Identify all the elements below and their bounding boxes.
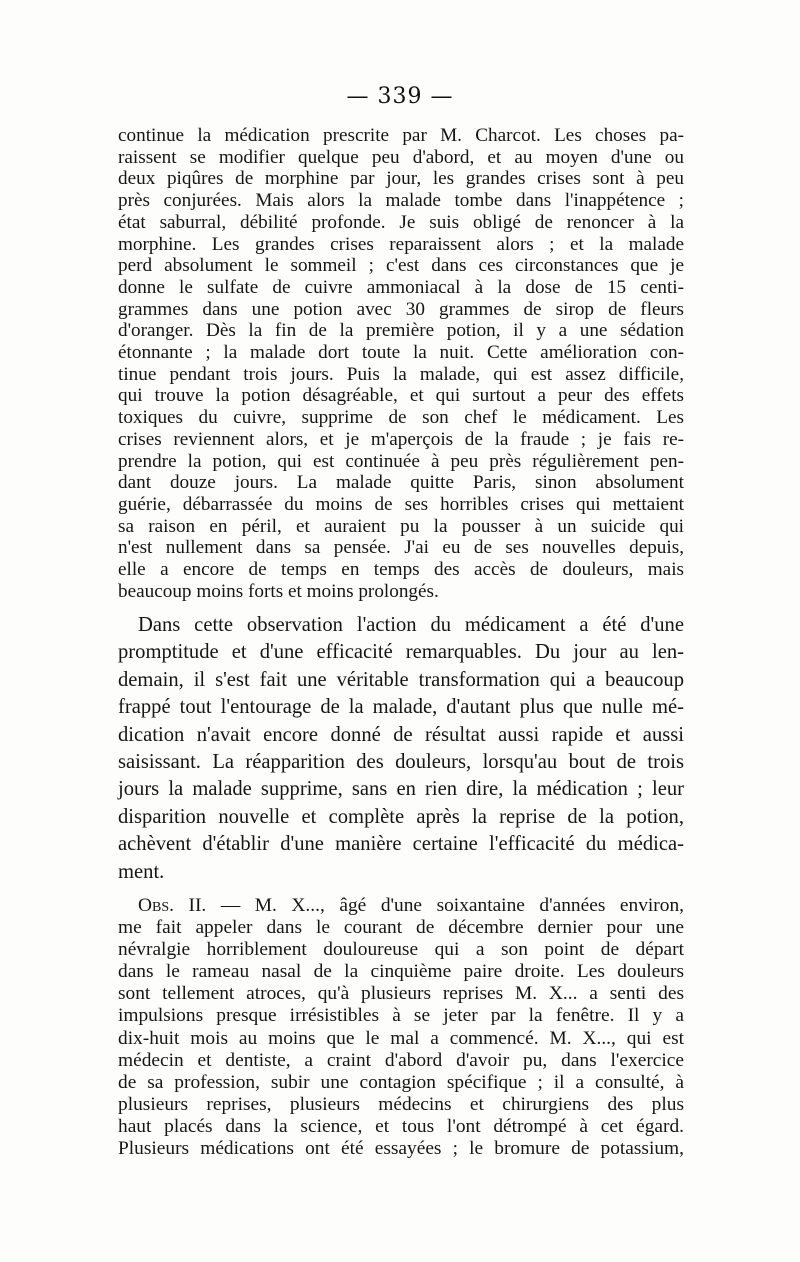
text-line: Dans cette observation l'action du médicament a été d'une: [138, 614, 684, 636]
text-line: de sa profession, subir une contagion spécifique ; il a consulté, à: [118, 1071, 684, 1093]
text-line: haut placés dans la science, et tous l'ont détrompé à cet égard.: [118, 1115, 684, 1137]
paragraph-commentary: [118, 612, 684, 886]
text-line: [118, 895, 684, 917]
text-line: médecin et dentiste, a craint d'abord d'avoir pu, dans l'exercice: [118, 1049, 684, 1071]
text-line-content: — M. X..., âgé d'une soixantaine d'années environ,: [220, 895, 684, 916]
text-line: jours la malade supprime, sans en rien dire, la médication ; leur: [118, 778, 684, 801]
text-line: prendre la potion, qui est continuée à peu près régulièrement pen-: [118, 450, 684, 472]
text-line: ment.: [118, 860, 165, 883]
text-line: n'est nullement dans sa pensée. J'ai eu de ses nouvelles depuis,: [118, 537, 684, 559]
text-line: sa raison en péril, et auraient pu la pousser à un suicide qui: [118, 515, 684, 537]
text-line: dication n'avait encore donné de résultat aussi rapide et aussi: [118, 723, 684, 746]
text-line: plusieurs reprises, plusieurs médecins et chirurgiens des plus: [118, 1093, 684, 1115]
text-line: guérie, débarrassée du moins de ses horribles crises qui mettaient: [118, 493, 684, 515]
page-number: — 339 —: [346, 84, 454, 109]
text-line: dans le rameau nasal de la cinquième paire droite. Les douleurs: [118, 961, 684, 983]
text-line: perd absolument le sommeil ; c'est dans ces circonstances que je: [118, 255, 684, 277]
text-line: morphine. Les grandes crises reparaissent alors ; et la malade: [118, 233, 684, 255]
text-line: demain, il s'est fait une véritable transformation qui a beaucoup: [118, 668, 684, 691]
text-line: tinue pendant trois jours. Puis la malade, qui est assez difficile,: [118, 363, 684, 385]
text-line: frappé tout l'entourage de la malade, d'autant plus que nulle mé-: [118, 696, 684, 719]
text-line: donne le sulfate de cuivre ammoniacal à la dose de 15 centi-: [118, 276, 684, 298]
text-line: raissent se modifier quelque peu d'abord, et au moyen d'une ou: [118, 146, 684, 168]
paragraph-observation-2: [118, 895, 684, 1160]
text-line: achèvent d'établir d'une manière certaine l'efficacité du médica-: [118, 833, 684, 856]
text-line: Plusieurs médications ont été essayées ; le bromure de potassium,: [118, 1138, 684, 1160]
text-line: dix-huit mois au moins que le mal a commencé. M. X..., qui est: [118, 1027, 684, 1049]
text-line: d'oranger. Dès la fin de la première potion, il y a une sédation: [118, 320, 684, 342]
text-line: étonnante ; la malade dort toute la nuit. Cette amélioration con-: [118, 342, 684, 364]
text-line: elle a encore de temps en temps des accès de douleurs, mais: [118, 559, 684, 581]
text-line: près conjurées. Mais alors la malade tombe dans l'inappétence ;: [118, 190, 684, 212]
text-line: état saburral, débilité profonde. Je suis obligé de renoncer à la: [118, 211, 684, 233]
text-line: disparition nouvelle et complète après la reprise de la potion,: [118, 805, 684, 828]
text-line: crises reviennent alors, et je m'aperçois de la fraude ; je fais re-: [118, 428, 684, 450]
text-line: dant douze jours. La malade quitte Paris, sinon absolument: [118, 472, 684, 494]
observation-label: Obs. II.: [138, 895, 207, 916]
text-line: impulsions presque irrésistibles à se jeter par la fenêtre. Il y a: [118, 1005, 684, 1027]
text-line: grammes dans une potion avec 30 grammes de sirop de fleurs: [118, 298, 684, 320]
text-line: deux piqûres de morphine par jour, les grandes crises sont à peu: [118, 168, 684, 190]
text-line: névralgie horriblement douloureuse qui a son point de départ: [118, 939, 684, 961]
text-line: saisissant. La réapparition des douleurs, lorsqu'au bout de trois: [118, 751, 684, 774]
text-line: continue la médication prescrite par M. Charcot. Les choses pa-: [118, 125, 684, 146]
text-line: sont tellement atroces, qu'à plusieurs reprises M. X... a senti des: [118, 983, 684, 1005]
text-line: me fait appeler dans le courant de décembre dernier pour une: [118, 917, 684, 939]
text-line: qui trouve la potion désagréable, et qui surtout a peur des effets: [118, 385, 684, 407]
text-line: promptitude et d'une efficacité remarquables. Du jour au len-: [118, 641, 684, 664]
paragraph-case-continuation: [118, 125, 684, 602]
text-line: toxiques du cuivre, supprime de son chef le médicament. Les: [118, 407, 684, 429]
text-line: beaucoup moins forts et moins prolongés.: [118, 580, 439, 602]
